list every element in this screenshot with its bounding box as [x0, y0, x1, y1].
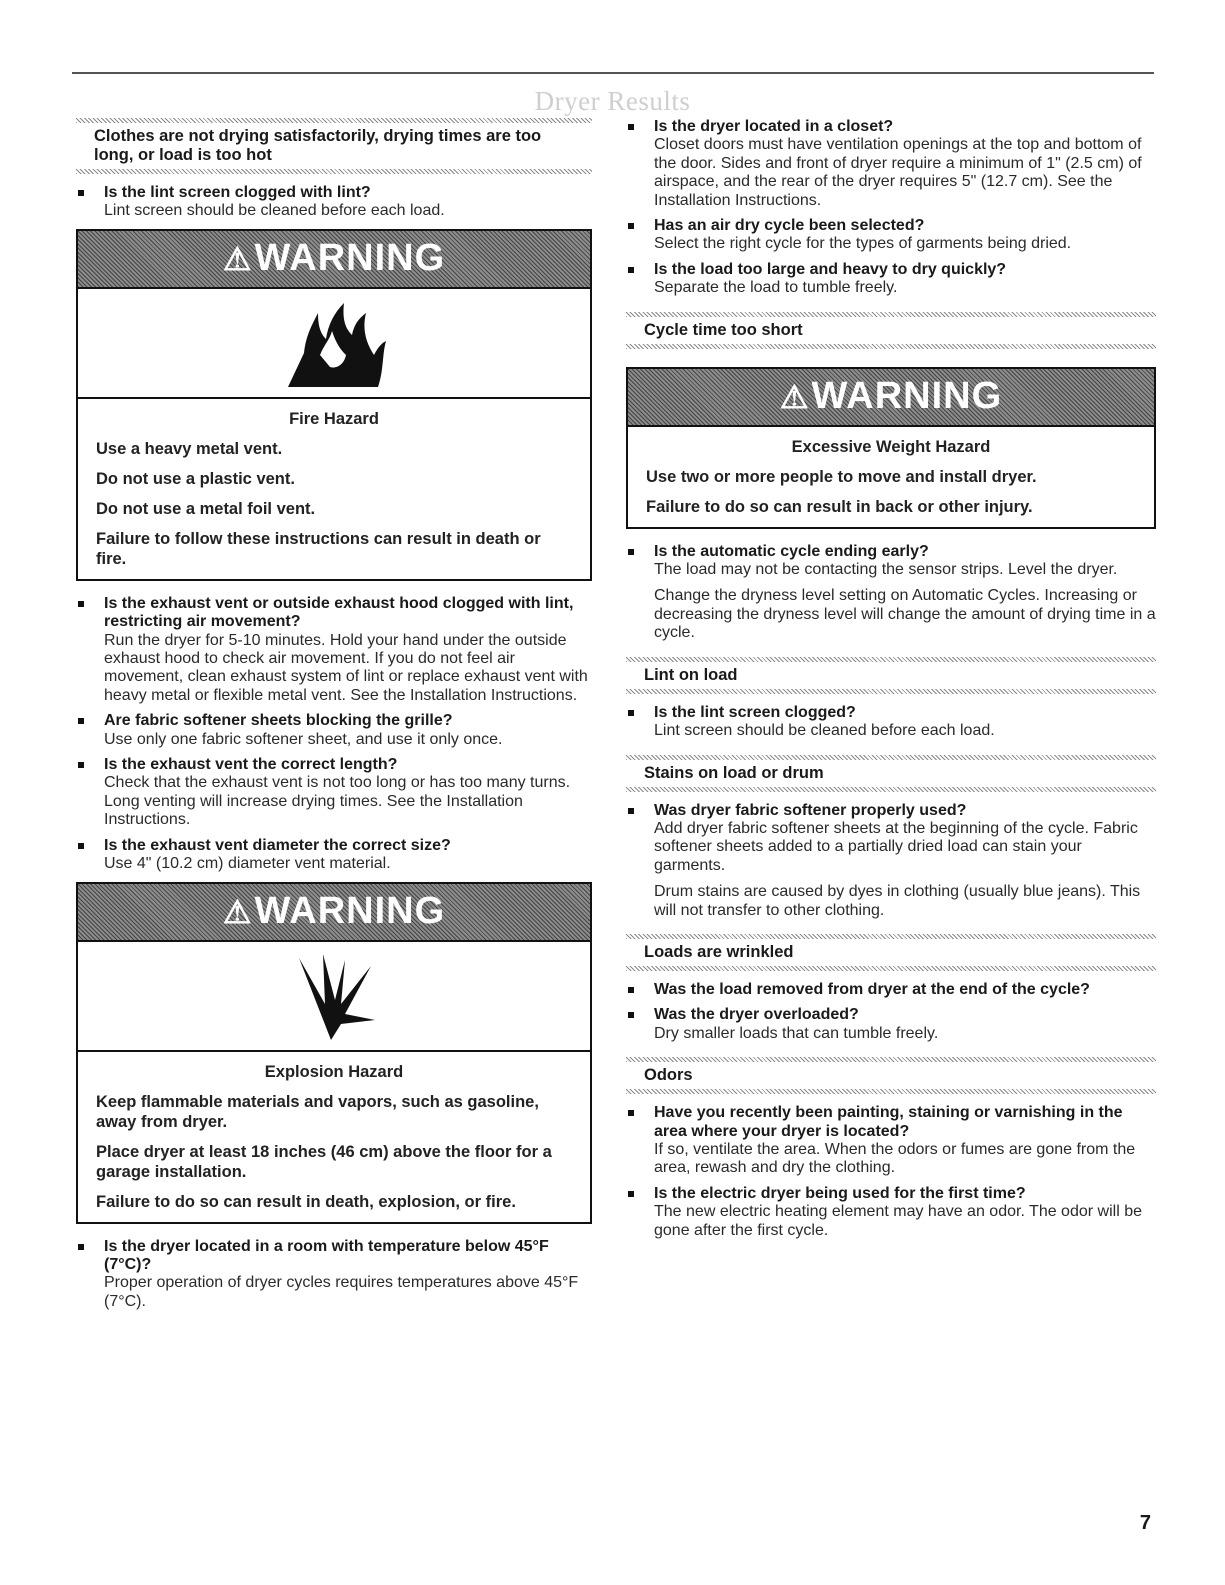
question-title: Is the lint screen clogged with lint?: [104, 184, 371, 201]
section-wrinkled: [626, 934, 1156, 971]
section-rule: [76, 169, 592, 174]
fire-icon: [274, 295, 394, 391]
section-title: Odors: [644, 1066, 693, 1085]
section-rule: [626, 1089, 1156, 1094]
question-title: Has an air dry cycle been selected?: [654, 217, 925, 235]
question-list: [626, 802, 1156, 920]
warning-triangle-icon: ⚠: [222, 894, 253, 930]
warning-header: [628, 369, 1154, 427]
list-item: [626, 704, 1156, 741]
question-answer: If so, ventilate the area. When the odors or fumes are gone from the area, rewash and dry the clothing.: [654, 1140, 1136, 1177]
warning-pictogram: [78, 289, 590, 399]
question-list: [76, 595, 592, 874]
list-item: [76, 712, 592, 749]
question-title: Are fabric softener sheets blocking the grille?: [104, 712, 453, 730]
question-title: Is the dryer located in a room with temperature below 45°F (7°C)?: [104, 1237, 549, 1273]
warning-triangle-icon: ⚠: [779, 379, 810, 416]
question-answer: Use 4" (10.2 cm) diameter vent material.: [104, 855, 391, 873]
section-rule: [626, 344, 1156, 349]
list-item: [626, 981, 1156, 999]
warning-line: Place dryer at least 18 inches (46 cm) above the floor for a garage installation.: [96, 1142, 552, 1181]
warning-header: [78, 884, 590, 942]
list-item: [76, 837, 592, 874]
warning-label: ⚠WARNING: [222, 237, 446, 280]
question-list: [626, 543, 1156, 643]
warning-box-weight: [626, 367, 1156, 529]
question-answer: Run the dryer for 5-10 minutes. Hold your hand under the outside exhaust hood to check air movement. If you do not feel air movement, clean exhaust system of lint or replace exhaust vent with heavy metal or flexible metal vent. See the Installation Instructions.: [104, 631, 588, 704]
question-title: Was the load removed from dryer at the end of the cycle?: [654, 980, 1090, 998]
warning-line: Failure to do so can result in back or other injury.: [646, 497, 1033, 516]
list-item: [626, 118, 1156, 210]
question-title: Is the lint screen clogged?: [654, 703, 856, 721]
list-item: [626, 543, 1156, 643]
question-answer: Dry smaller loads that can tumble freely.: [654, 1024, 939, 1042]
question-title: Was dryer fabric softener properly used?: [654, 801, 967, 819]
list-item: [76, 1238, 592, 1312]
question-title: Is the dryer located in a closet?: [654, 118, 894, 135]
question-list: [76, 1238, 592, 1312]
question-answer: Proper operation of dryer cycles requires temperatures above 45°F (7°C).: [104, 1274, 579, 1310]
question-list: [626, 1104, 1156, 1240]
question-answer: Select the right cycle for the types of garments being dried.: [654, 235, 1072, 253]
question-title: Was the dryer overloaded?: [654, 1006, 859, 1024]
question-list: [626, 981, 1156, 1043]
section-cycle-time-short: [626, 312, 1156, 349]
warning-line: Keep flammable materials and vapors, such as gasoline, away from dryer.: [96, 1092, 539, 1131]
warning-box-explosion: [76, 882, 592, 1224]
question-answer: Lint screen should be cleaned before each load.: [104, 202, 445, 220]
section-lint-on-load: [626, 657, 1156, 694]
warning-title: Fire Hazard: [289, 409, 379, 428]
section-rule: [626, 689, 1156, 694]
warning-line: Use two or more people to move and install dryer.: [646, 467, 1037, 486]
list-item: [626, 1185, 1156, 1240]
list-item: [76, 184, 592, 221]
list-item: [76, 595, 592, 705]
question-title: Is the automatic cycle ending early?: [654, 542, 929, 560]
warning-box-fire: [76, 229, 592, 581]
top-rule: [72, 72, 1154, 74]
explosion-icon: [279, 948, 389, 1044]
question-title: Have you recently been painting, staining or varnishing in the area where your dryer is located?: [654, 1104, 1123, 1140]
page-number: 7: [1139, 1512, 1151, 1534]
warning-triangle-icon: ⚠: [222, 241, 253, 278]
question-answer: Change the dryness level setting on Automatic Cycles. Increasing or decreasing the dryness level will change the amount of drying time in a cycle.: [654, 587, 1156, 642]
list-item: [626, 261, 1156, 298]
section-not-drying: [76, 118, 592, 174]
section-title: Lint on load: [644, 665, 738, 684]
question-title: Is the exhaust vent or outside exhaust hood clogged with lint, restricting air movement?: [104, 594, 574, 631]
left-column: [76, 118, 592, 1318]
warning-line: Use a heavy metal vent.: [96, 439, 283, 458]
warning-line: Failure to do so can result in death, explosion, or fire.: [96, 1192, 516, 1211]
warning-label: ⚠WARNING: [222, 890, 446, 932]
warning-title: Excessive Weight Hazard: [791, 437, 991, 456]
list-item: [626, 1006, 1156, 1043]
question-title: Is the exhaust vent diameter the correct size?: [104, 836, 451, 854]
list-item: [626, 802, 1156, 920]
section-rule: [626, 787, 1156, 792]
question-answer: Use only one fabric softener sheet, and use it only once.: [104, 730, 503, 748]
list-item: [76, 756, 592, 830]
question-answer: Add dryer fabric softener sheets at the beginning of the cycle. Fabric softener sheets added to a partially dried load can stain your garments.: [654, 819, 1138, 874]
right-column: [626, 118, 1156, 1247]
question-answer: Separate the load to tumble freely.: [654, 279, 898, 297]
question-answer: Closet doors must have ventilation openings at the top and bottom of the door. Sides and front of dryer require a minimum of 1" (2.5 cm) of airspace, and the rear of the dryer requires 5" (12.7 cm). See the Installation Instructions.: [654, 136, 1142, 209]
question-answer: Drum stains are caused by dyes in clothing (usually blue jeans). This will not transfer to other clothing.: [654, 883, 1141, 919]
question-answer: The load may not be contacting the sensor strips. Level the dryer.: [654, 561, 1118, 579]
question-title: Is the load too large and heavy to dry quickly?: [654, 260, 1007, 278]
question-answer: Lint screen should be cleaned before each load.: [654, 722, 995, 740]
question-title: Is the electric dryer being used for the first time?: [654, 1184, 1026, 1202]
section-odors: [626, 1057, 1156, 1094]
warning-title: Explosion Hazard: [264, 1062, 404, 1081]
warning-line: Failure to follow these instructions can result in death or fire.: [96, 529, 541, 568]
page-title: Dryer Results: [534, 86, 691, 116]
warning-body: [78, 399, 590, 579]
warning-pictogram: [78, 942, 590, 1052]
question-answer: The new electric heating element may have an odor. The odor will be gone after the first cycle.: [654, 1203, 1142, 1239]
question-title: Is the exhaust vent the correct length?: [104, 756, 398, 774]
warning-body: [78, 1052, 590, 1222]
question-list: [76, 184, 592, 221]
list-item: [626, 1104, 1156, 1178]
section-title: Clothes are not drying satisfactorily, drying times are too long, or load is too hot: [94, 127, 542, 164]
question-list: [626, 704, 1156, 741]
section-title: Cycle time too short: [644, 320, 803, 339]
question-list: [626, 118, 1156, 298]
section-title: Loads are wrinkled: [644, 942, 794, 961]
warning-label: ⚠WARNING: [779, 375, 1003, 418]
list-item: [626, 217, 1156, 254]
warning-body: [628, 427, 1154, 527]
warning-line: Do not use a metal foil vent.: [96, 499, 316, 518]
warning-line: Do not use a plastic vent.: [96, 469, 295, 488]
question-answer: Check that the exhaust vent is not too long or has too many turns. Long venting will increase drying times. See the Installation Instructions.: [104, 774, 571, 829]
warning-header: [78, 231, 590, 289]
section-title: Stains on load or drum: [644, 763, 824, 782]
section-stains: [626, 755, 1156, 792]
section-rule: [626, 966, 1156, 971]
